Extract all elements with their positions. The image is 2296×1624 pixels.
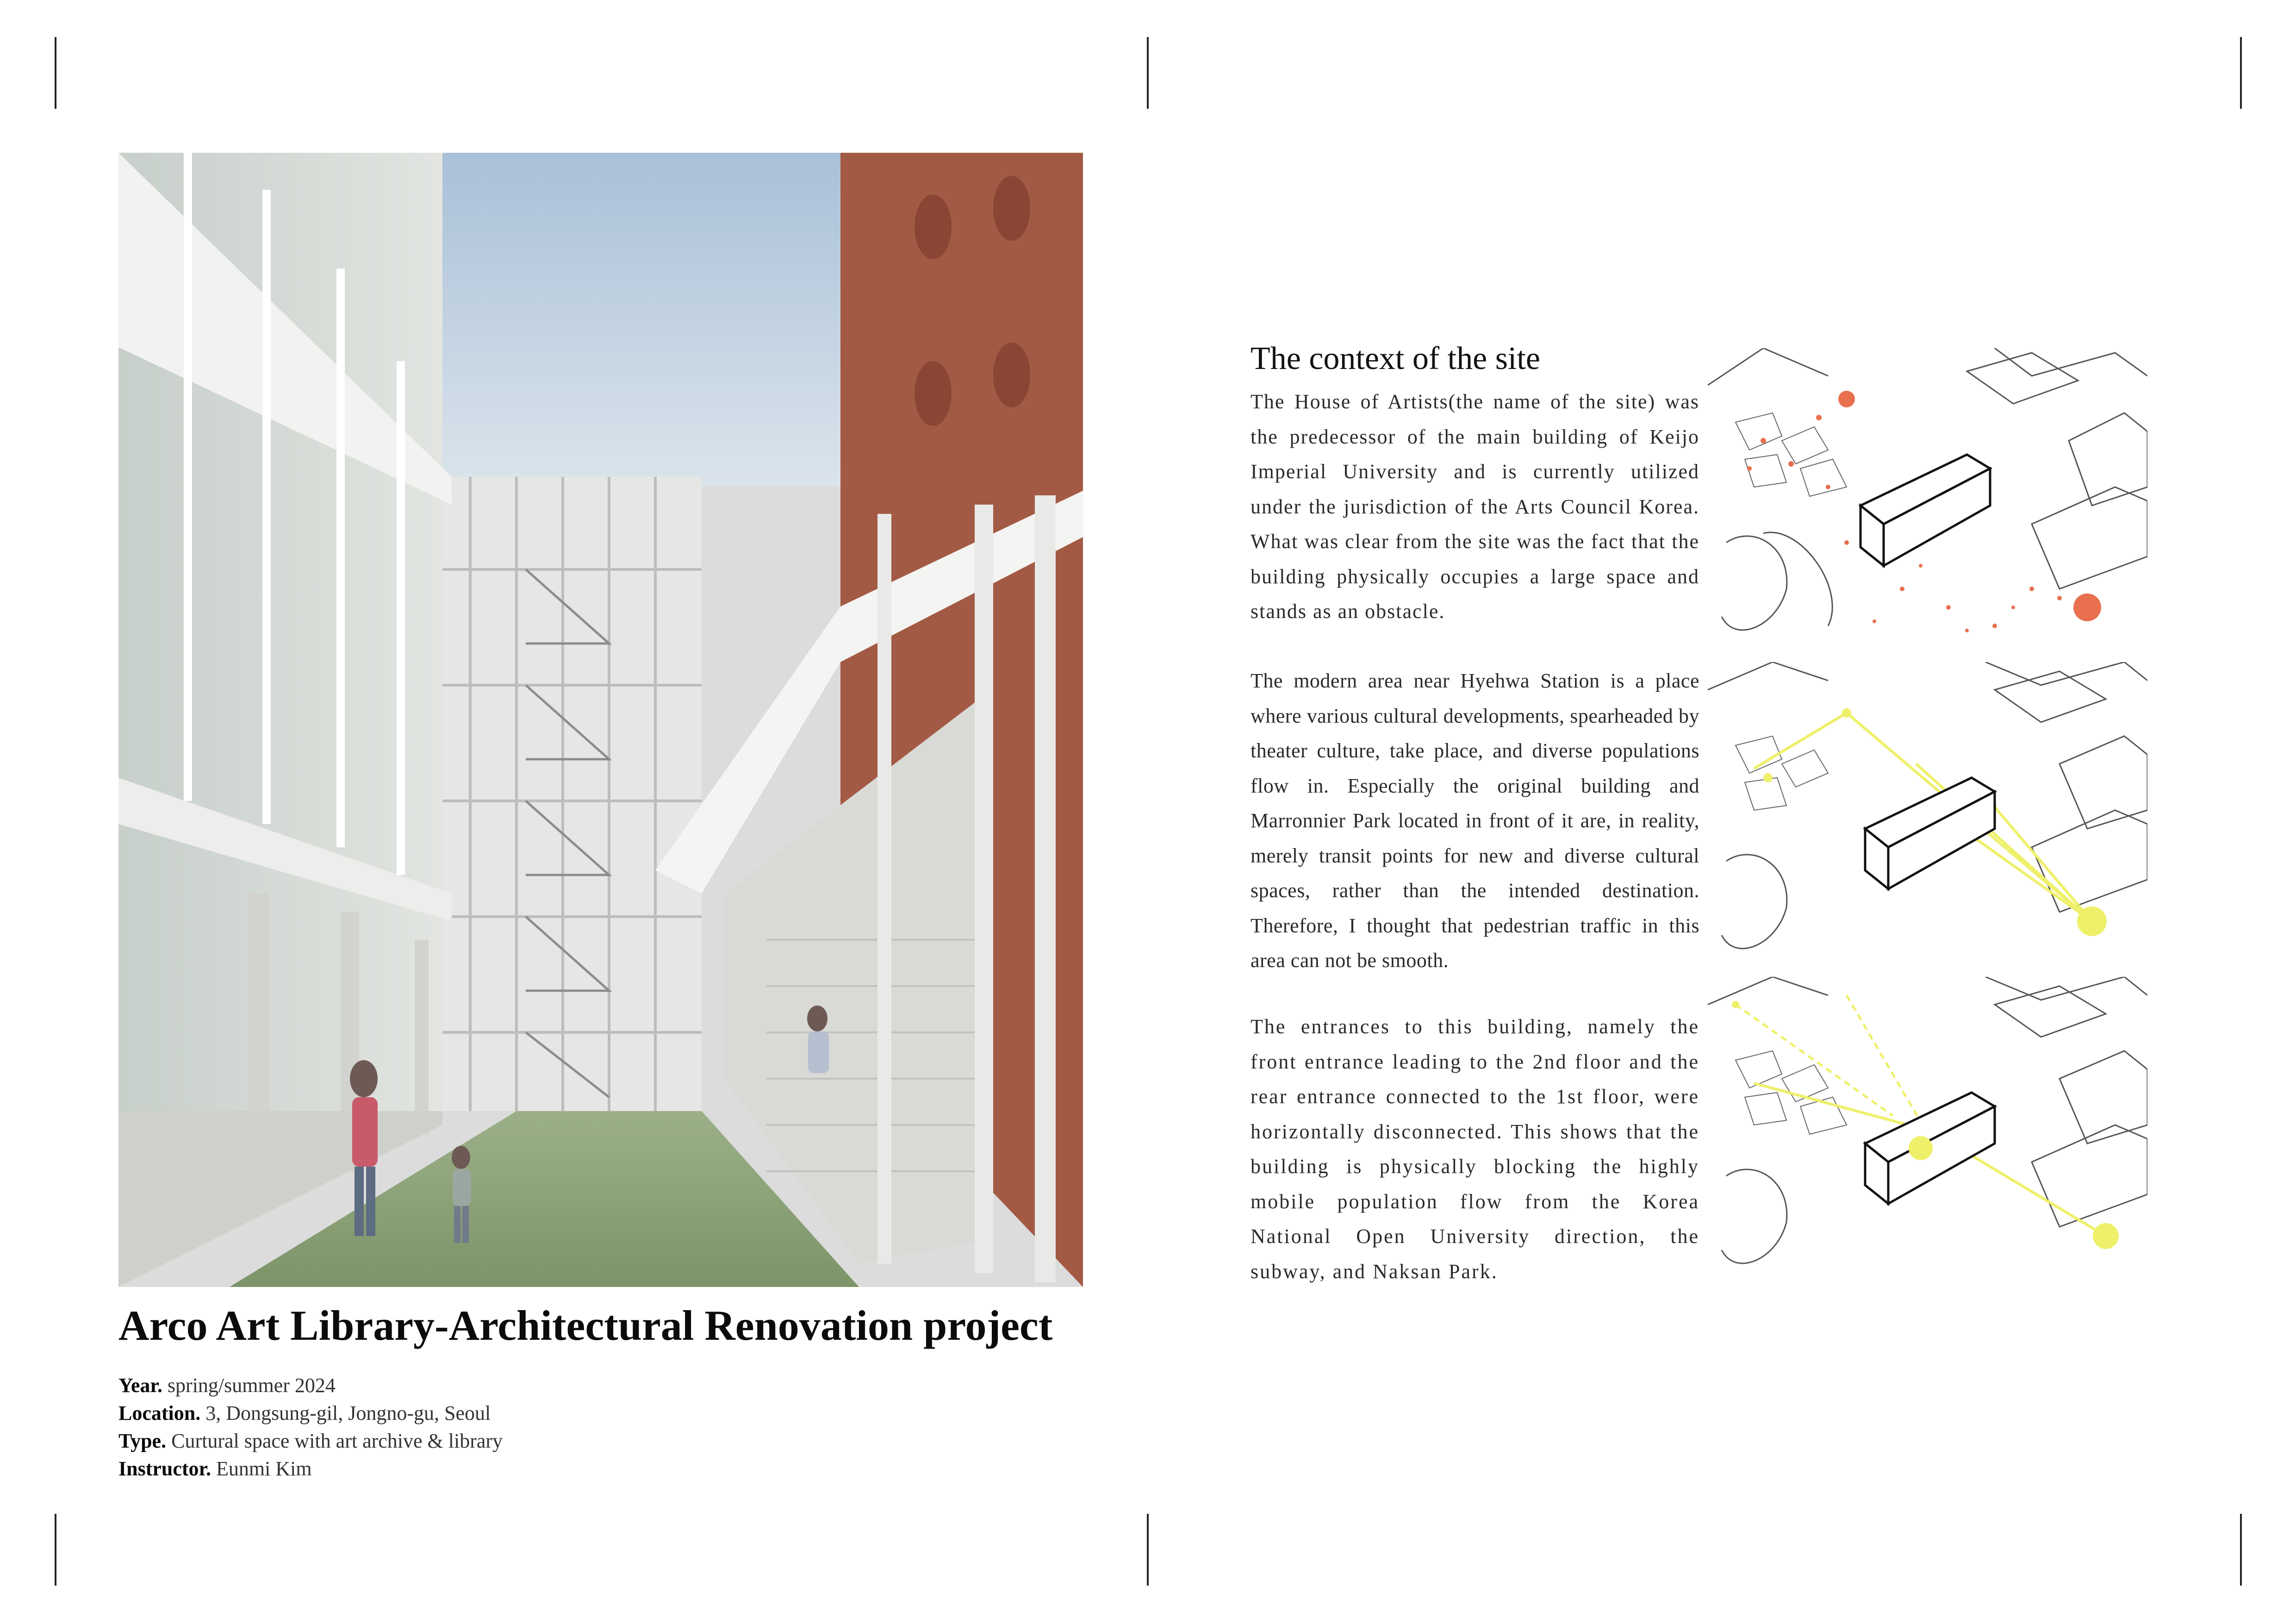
site-diagram-obstacle [1708,348,2147,654]
context-title: The context of the site [1251,341,1540,376]
crop-mark-bottom-right [2240,1514,2242,1586]
crop-mark-top-left [55,37,56,109]
context-paragraph-3: The entrances to this building, namely the front entrance leading to the 2nd floor and the rear entrance connected to the 1st floor, were horizontally disconnected. This shows that the building is physically blocking the highly mobile population flow from the Korea National Open University direction, the subway, and Naksan Park. [1251,1015,1699,1283]
meta-instructor [118,1455,503,1483]
crop-mark-top-center [1147,37,1149,109]
project-meta [118,1372,503,1483]
context-paragraph-2: The modern area near Hyehwa Station is a place where various cultural developments, spearheaded by theater culture, take place, and diverse populations flow in. Especially the original building and Marronnier Park located in front of it are, in reality, merely transit points for new and diverse cultural spaces, rather than the intended destination. Therefore, I thought that pedestrian traffic in this area can not be smooth. [1251,669,1699,972]
crop-mark-top-right [2240,37,2242,109]
site-diagram-entrances [1708,977,2147,1285]
site-diagram-flows [1708,662,2147,970]
crop-mark-bottom-left [55,1514,56,1586]
meta-type-label: Type. [118,1430,167,1452]
meta-location-label: Location. [118,1402,201,1424]
meta-instructor-label: Instructor. [118,1457,212,1480]
meta-year-label: Year. [118,1374,162,1397]
meta-type [118,1427,503,1455]
meta-location-value: 3, Dongsung-gil, Jongno-gu, Seoul [205,1402,491,1424]
meta-instructor-value: Eunmi Kim [216,1457,312,1480]
project-title: Arco Art Library-Architectural Renovation project [118,1302,1053,1349]
courtyard-render-image [118,153,1083,1287]
meta-type-value: Curtural space with art archive & library [171,1430,503,1452]
meta-year-value: spring/summer 2024 [167,1374,336,1397]
meta-location [118,1399,503,1427]
meta-year [118,1372,503,1399]
crop-mark-bottom-center [1147,1514,1149,1586]
context-paragraph-1: The House of Artists(the name of the site) was the predecessor of the main building of Keijo Imperial University and is currently utilized under the jurisdiction of the Arts Council Korea. What was clear from the site was the fact that the building physically occupies a large space and stands as an obstacle. [1251,390,1699,623]
